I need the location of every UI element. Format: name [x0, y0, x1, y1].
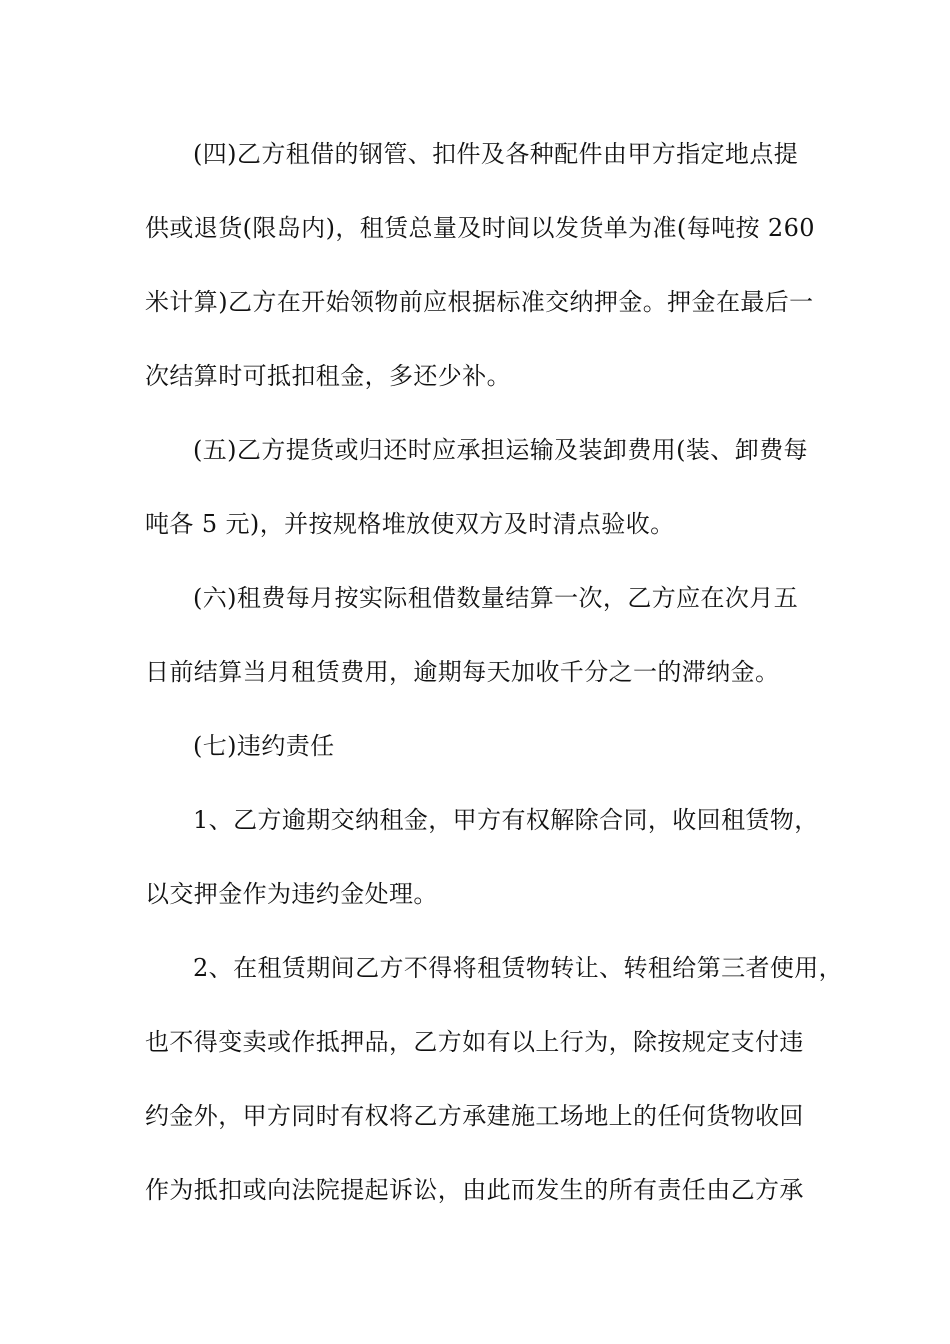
clause-1-line-1: 1、乙方逾期交纳租金，甲方有权解除合同，收回租赁物，	[193, 806, 819, 834]
paragraph-4-line-4: 次结算时可抵扣租金，多还少补。	[145, 362, 511, 390]
clause-2-line-3: 约金外，甲方同时有权将乙方承建施工场地上的任何货物收回	[145, 1102, 804, 1130]
clause-2-line-2: 也不得变卖或作抵押品，乙方如有以上行为，除按规定支付违	[145, 1028, 804, 1056]
paragraph-6-line-2: 日前结算当月租赁费用，逾期每天加收千分之一的滞纳金。	[145, 658, 780, 686]
clause-2-line-1: 2、在租赁期间乙方不得将租赁物转让、转租给第三者使用，	[193, 954, 844, 982]
section-7-heading: (七)违约责任	[193, 732, 335, 760]
clause-1-line-2: 以交押金作为违约金处理。	[145, 880, 438, 908]
paragraph-4-line-1: (四)乙方租借的钢管、扣件及各种配件由甲方指定地点提	[193, 140, 799, 168]
paragraph-4-line-2: 供或退货(限岛内)，租赁总量及时间以发货单为准(每吨按 260	[145, 214, 815, 242]
paragraph-6-line-1: (六)租费每月按实际租借数量结算一次，乙方应在次月五	[193, 584, 799, 612]
paragraph-5-line-2: 吨各 5 元)，并按规格堆放使双方及时清点验收。	[145, 510, 675, 538]
paragraph-5-line-1: (五)乙方提货或归还时应承担运输及装卸费用(装、卸费每	[193, 436, 808, 464]
clause-2-line-4: 作为抵扣或向法院提起诉讼，由此而发生的所有责任由乙方承	[145, 1176, 804, 1204]
paragraph-4-line-3: 米计算)乙方在开始领物前应根据标准交纳押金。押金在最后一	[145, 288, 814, 316]
